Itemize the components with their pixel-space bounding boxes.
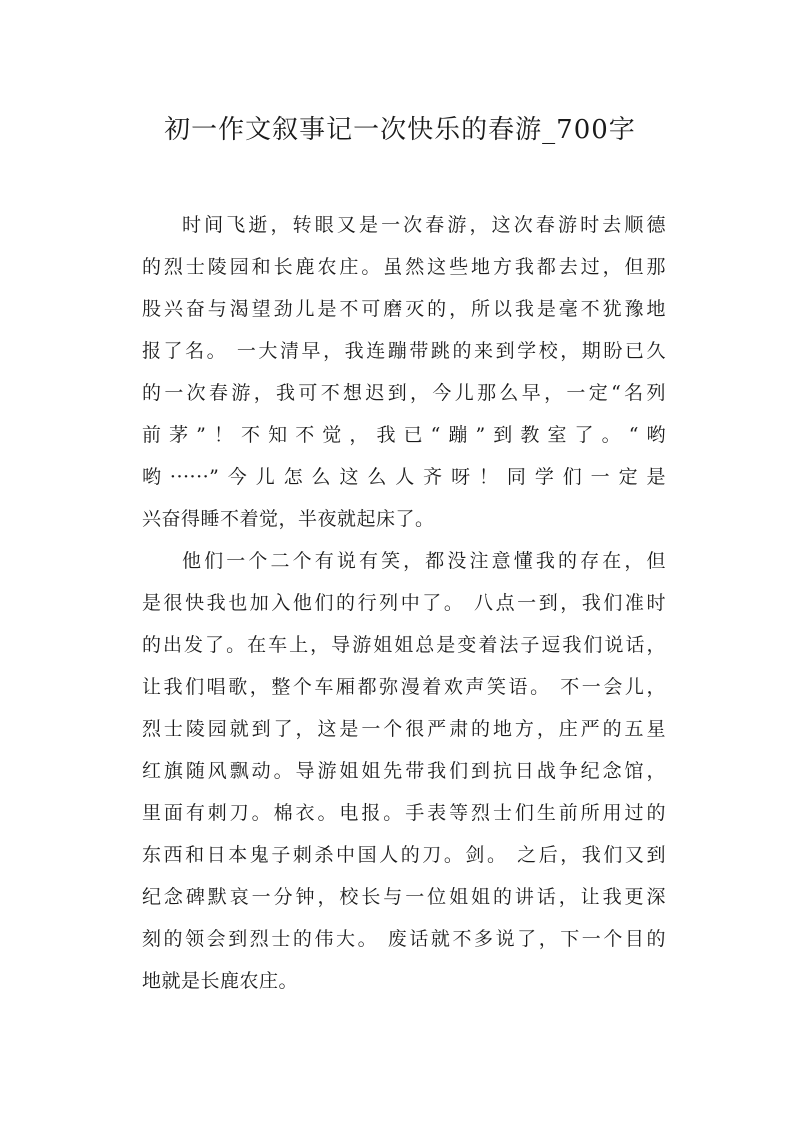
paragraph-line: 时间飞逝，转眼又是一次春游，这次春游时去顺德 [182, 214, 666, 236]
document-title: 初一作文叙事记一次快乐的春游_700字 [164, 115, 636, 145]
paragraph-line: 地就是长鹿农庄。 [142, 970, 299, 992]
paragraph-line: 前茅”！不知不觉，我已“蹦”到教室了。“哟 [142, 424, 666, 446]
paragraph-line: 兴奋得睡不着觉，半夜就起床了。 [142, 508, 435, 530]
paragraph-2 [142, 540, 666, 1002]
paragraph-line: 报了名。 一大清早，我连蹦带跳的来到学校，期盼已久 [142, 340, 666, 362]
paragraph-line: 哟······”今儿怎么这么人齐呀！同学们一定是 [142, 466, 666, 488]
paragraph-line: 东西和日本鬼子刺杀中国人的刀。剑。 之后，我们又到 [142, 844, 666, 866]
paragraph-line: 的出发了。在车上，导游姐姐总是变着法子逗我们说话， [142, 634, 666, 656]
paragraph-line: 里面有刺刀。棉衣。电报。手表等烈士们生前所用过的 [142, 802, 666, 824]
paragraph-line: 是很快我也加入他们的行列中了。 八点一到，我们准时 [142, 592, 666, 614]
document-body [142, 204, 666, 1002]
paragraph-line: 的一次春游，我可不想迟到，今儿那么早，一定“名列 [142, 382, 666, 404]
paragraph-line: 的烈士陵园和长鹿农庄。虽然这些地方我都去过，但那 [142, 256, 666, 278]
paragraph-line: 让我们唱歌，整个车厢都弥漫着欢声笑语。 不一会儿， [142, 676, 666, 698]
paragraph-line: 红旗随风飘动。导游姐姐先带我们到抗日战争纪念馆， [142, 760, 666, 782]
paragraph-1 [142, 204, 666, 540]
paragraph-line: 纪念碑默哀一分钟，校长与一位姐姐的讲话，让我更深 [142, 886, 666, 908]
paragraph-line: 股兴奋与渴望劲儿是不可磨灭的，所以我是毫不犹豫地 [142, 298, 666, 320]
paragraph-line: 烈士陵园就到了，这是一个很严肃的地方，庄严的五星 [142, 718, 666, 740]
paragraph-line: 他们一个二个有说有笑，都没注意懂我的存在，但 [182, 550, 666, 572]
paragraph-line: 刻的领会到烈士的伟大。 废话就不多说了，下一个目的 [142, 928, 666, 950]
